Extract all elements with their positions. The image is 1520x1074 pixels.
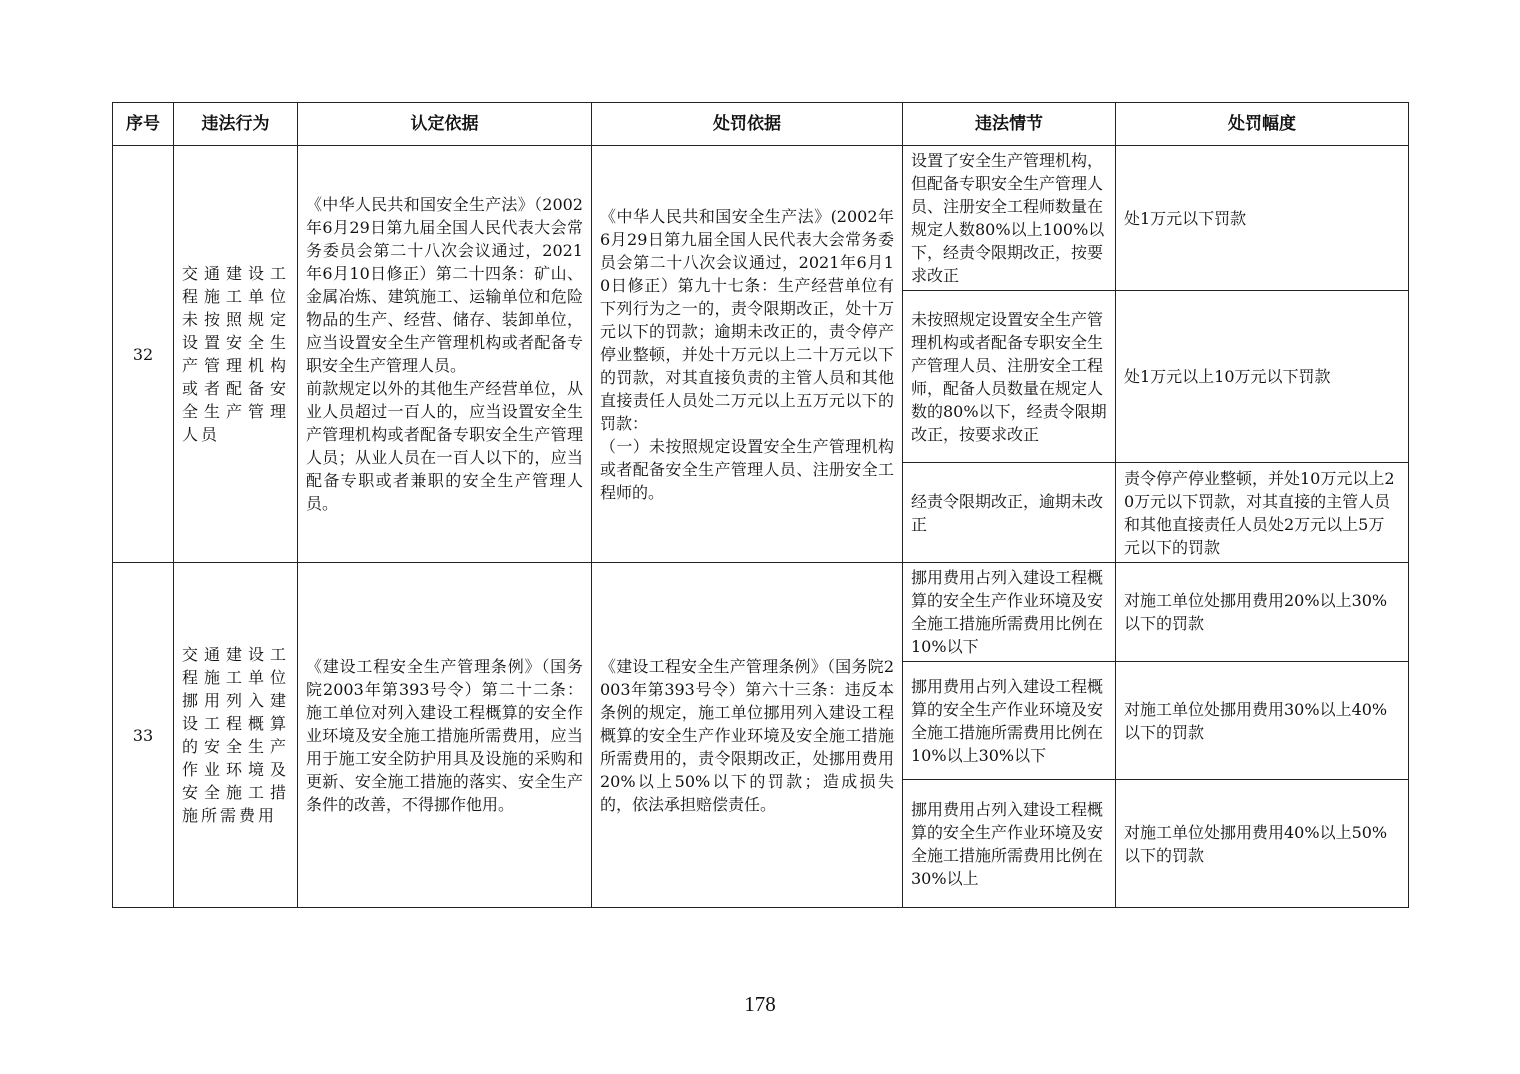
header-finding-basis: 认定依据 [298,103,592,146]
penalty-basis [592,563,903,908]
finding-basis-paragraph: 前款规定以外的其他生产经营单位，从业人员超过一百人的，应当设置安全生产管理机构或者配备专职安全生产管理人员；从业人员在一百人以下的，应当配备专职或者兼职的安全生产管理人员。 [306,379,583,513]
penalty-basis-paragraph: （一）未按照规定设置安全生产管理机构或者配备安全生产管理人员、注册安全工程师的。 [600,436,894,502]
finding-basis [298,563,592,908]
page-number: 178 [744,992,776,1016]
circumstance-cell: 挪用费用占列入建设工程概算的安全生产作业环境及安全施工措施所需费用比例在10%以上30%以下 [903,662,1116,780]
penalty-range-cell: 对施工单位处挪用费用40%以上50%以下的罚款 [1116,780,1409,908]
violation-description: 交通建设工程施工单位未按照规定设置安全生产管理机构或者配备安全生产管理人员 [174,146,298,563]
header-penalty-range: 处罚幅度 [1116,103,1409,146]
table-row [113,146,1409,291]
row-number: 32 [113,146,174,563]
circumstance-cell: 挪用费用占列入建设工程概算的安全生产作业环境及安全施工措施所需费用比例在10%以下 [903,563,1116,662]
header-violation: 违法行为 [174,103,298,146]
header-serial-no: 序号 [113,103,174,146]
table-row [113,563,1409,662]
finding-basis-paragraph: 《建设工程安全生产管理条例》（国务院2003年第393号令）第二十二条：施工单位对列入建设工程概算的安全作业环境及安全施工措施所需费用，应当用于施工安全防护用具及设施的采购和更新、安全施工措施的落实、安全生产条件的改善，不得挪作他用。 [306,656,583,814]
penalty-range-cell: 处1万元以下罚款 [1116,146,1409,291]
table-header-row [113,103,1409,146]
penalty-basis-paragraph: 《建设工程安全生产管理条例》（国务院2003年第393号令）第六十三条：违反本条例的规定，施工单位挪用列入建设工程概算的安全生产作业环境及安全施工措施所需费用的，责令限期改正，处挪用费用20%以上50%以下的罚款；造成损失的，依法承担赔偿责任。 [600,656,894,814]
circumstance-cell: 经责令限期改正，逾期未改正 [903,463,1116,563]
violation-description: 交通建设工程施工单位挪用列入建设工程概算的安全生产作业环境及安全施工措施所需费用 [174,563,298,908]
penalty-table [112,102,1409,908]
circumstance-cell: 挪用费用占列入建设工程概算的安全生产作业环境及安全施工措施所需费用比例在30%以上 [903,780,1116,908]
penalty-basis-paragraph: 《中华人民共和国安全生产法》(2002年6月29日第九届全国人民代表大会常务委员会第二十八次会议通过，2021年6月10日修正）第九十七条：生产经营单位有下列行为之一的，责令限期改正，处十万元以下的罚款；逾期未改正的，责令停产停业整顿，并处十万元以上二十万元以下的罚款，对其直接负责的主管人员和其他直接责任人员处二万元以上五万元以下的罚款： [600,206,894,433]
penalty-range-cell: 对施工单位处挪用费用20%以上30%以下的罚款 [1116,563,1409,662]
penalty-range-cell: 处1万元以上10万元以下罚款 [1116,291,1409,463]
header-penalty-basis: 处罚依据 [592,103,903,146]
penalty-basis [592,146,903,563]
circumstance-cell: 未按照规定设置安全生产管理机构或者配备专职安全生产管理人员、注册安全工程师，配备人员数量在规定人数的80%以下，经责令限期改正，按要求改正 [903,291,1116,463]
penalty-range-cell: 责令停产停业整顿，并处10万元以上20万元以下罚款，对其直接的主管人员和其他直接责任人员处2万元以上5万元以下的罚款 [1116,463,1409,563]
finding-basis [298,146,592,563]
row-number: 33 [113,563,174,908]
circumstance-cell: 设置了安全生产管理机构，但配备专职安全生产管理人员、注册安全工程师数量在规定人数80%以上100%以下，经责令限期改正，按要求改正 [903,146,1116,291]
header-circumstances: 违法情节 [903,103,1116,146]
penalty-range-cell: 对施工单位处挪用费用30%以上40%以下的罚款 [1116,662,1409,780]
finding-basis-paragraph: 《中华人民共和国安全生产法》（2002年6月29日第九届全国人民代表大会常务委员会第二十八次会议通过，2021年6月10日修正）第二十四条：矿山、金属冶炼、建筑施工、运输单位和危险物品的生产、经营、储存、装卸单位，应当设置安全生产管理机构或者配备专职安全生产管理人员。 [306,195,583,375]
